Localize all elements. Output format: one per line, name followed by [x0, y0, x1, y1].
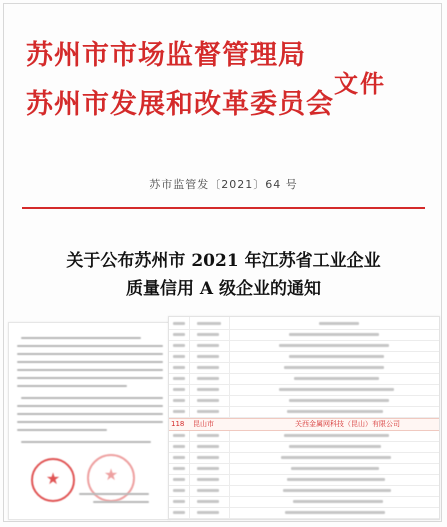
official-seal-icon: ★	[87, 454, 135, 502]
text-line	[17, 377, 163, 379]
text-line	[17, 369, 163, 371]
notice-body-thumbnail	[8, 322, 170, 520]
table-row	[169, 475, 439, 486]
issuing-org-2: 苏州市发展和改革委员会	[26, 89, 334, 120]
text-line	[17, 345, 163, 347]
table-row	[169, 330, 439, 341]
text-line	[17, 361, 163, 363]
table-row	[169, 497, 439, 508]
text-line	[17, 429, 107, 431]
text-line	[17, 421, 163, 423]
notice-title-line-2: 质量信用 A 级企业的通知	[125, 279, 322, 299]
red-divider-line	[22, 207, 425, 209]
table-row	[169, 453, 439, 464]
table-row	[169, 407, 439, 418]
text-line	[79, 493, 149, 495]
document-type-label: 文件	[334, 69, 386, 98]
table-row	[169, 352, 439, 363]
issuing-org-1: 苏州市市场监督管理局	[26, 40, 306, 71]
document-number: 苏市监管发〔2021〕64 号	[149, 178, 298, 191]
table-row	[169, 319, 439, 330]
table-row	[169, 464, 439, 475]
table-row	[169, 341, 439, 352]
text-line	[21, 337, 141, 339]
enterprise-list-thumbnail	[168, 316, 440, 520]
row-city: 昆山市	[193, 420, 214, 428]
row-index: 118	[171, 420, 185, 428]
text-line	[17, 385, 127, 387]
table-row	[169, 374, 439, 385]
notice-title-line-1: 关于公布苏州市 2021 年江苏省工业企业	[66, 251, 381, 271]
text-line	[21, 441, 151, 443]
text-line	[17, 353, 163, 355]
table-row	[169, 396, 439, 407]
text-line	[17, 413, 163, 415]
table-row	[169, 486, 439, 497]
text-line	[93, 501, 149, 503]
text-line	[17, 405, 163, 407]
table-row	[169, 442, 439, 453]
table-row	[169, 431, 439, 442]
official-seal-icon: ★	[31, 458, 75, 502]
text-line	[21, 397, 163, 399]
table-row	[169, 363, 439, 374]
table-row	[169, 508, 439, 519]
row-company: 关西金属网科技（昆山）有限公司	[295, 420, 400, 428]
table-row	[169, 385, 439, 396]
highlighted-table-row	[169, 418, 439, 431]
